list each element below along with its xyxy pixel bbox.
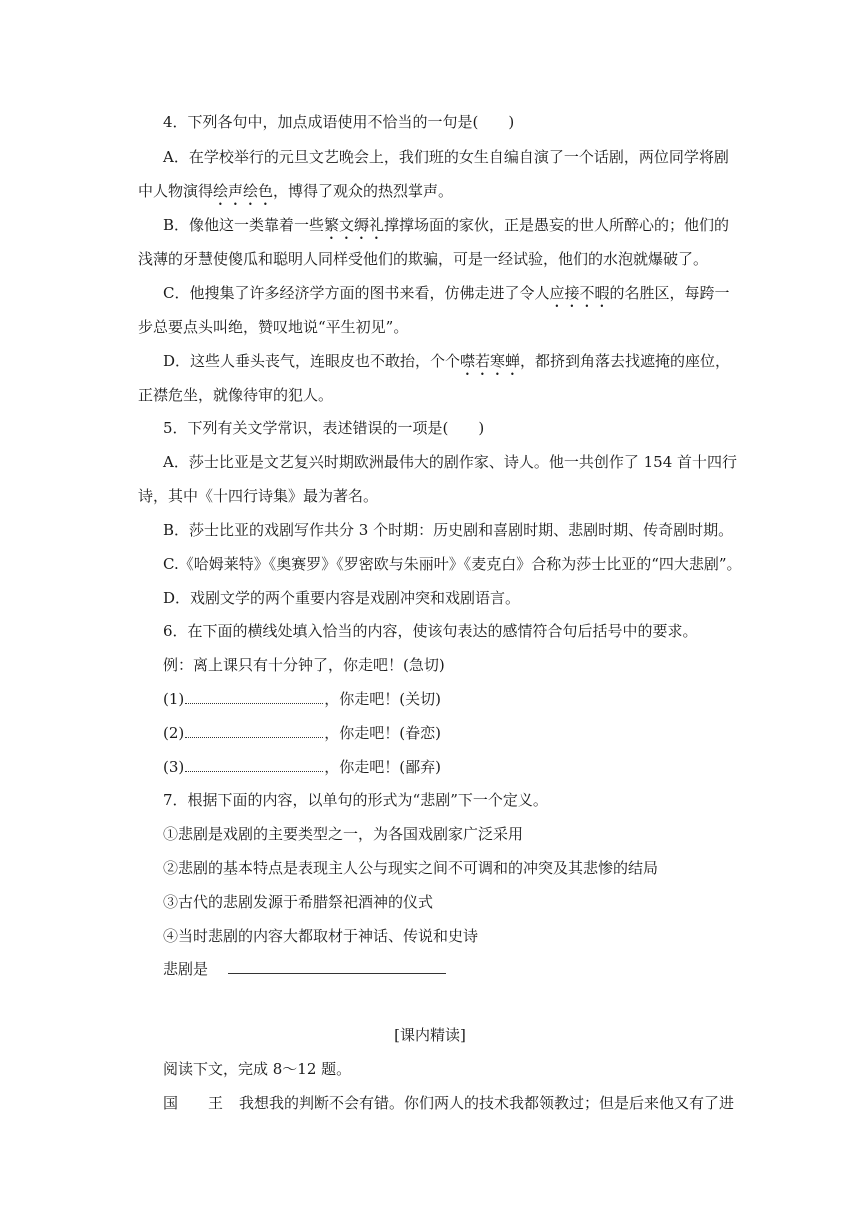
q7-point-2: ②悲剧的基本特点是表现主人公与现实之间不可调和的冲突及其悲惨的结局	[163, 859, 659, 877]
speaker-name: 国 王	[163, 1094, 224, 1112]
q5-option-b: B．莎士比亚的戏剧写作共分 3 个时期：历史剧和喜剧时期、悲剧时期、传奇剧时期。	[163, 521, 734, 539]
speech-text: 我想我的判断不会有错。你们两人的技术我都领教过；但是后来他又有了进	[239, 1094, 735, 1112]
q4-option-b-cont: 浅薄的牙慧使傻瓜和聪明人同样受他们的欺骗，可是一经试验，他们的水泡就爆破了。	[138, 250, 709, 268]
q4-stem: 4．下列各句中，加点成语使用不恰当的一句是( )	[163, 113, 515, 131]
q5-option-c: C.《哈姆莱特》《奥赛罗》《罗密欧与朱丽叶》《麦克白》合称为莎士比亚的“四大悲剧”。	[163, 555, 742, 573]
q4-option-d: D．这些人垂头丧气，连眼皮也不敢抬，个个噤若寒蝉，都挤到角落去找遮掩的座位，	[163, 352, 731, 370]
q6-item-2: (2) ，你走吧！(眷恋)	[163, 724, 441, 742]
q6-example: 例：离上课只有十分钟了，你走吧！(急切)	[163, 656, 445, 674]
q4-option-a: A．在学校举行的元旦文艺晚会上，我们班的女生自编自演了一个话剧，两位同学将剧	[163, 148, 729, 166]
answer-blank-3[interactable]	[185, 757, 323, 772]
script-line-king	[163, 1093, 734, 1113]
definition-answer-blank[interactable]	[228, 959, 446, 974]
reading-instruction: 阅读下文，完成 8～12 题。	[163, 1060, 352, 1078]
q4-option-d-cont: 正襟危坐，就像待审的犯人。	[138, 386, 334, 404]
dotted-idiom-a: 绘声绘色	[213, 182, 274, 200]
answer-blank-2[interactable]	[185, 723, 323, 738]
dotted-idiom-d: 噤若寒蝉	[460, 352, 521, 370]
q5-option-a-cont: 诗，其中《十四行诗集》最为著名。	[138, 487, 379, 505]
dotted-idiom-c: 应接不暇	[549, 284, 610, 302]
q6-stem: 6．在下面的横线处填入恰当的内容，使该句表达的感情符合句后括号中的要求。	[163, 622, 698, 640]
q6-item-3: (3) ，你走吧！(鄙弃)	[163, 758, 441, 776]
q4-option-c: C．他搜集了许多经济学方面的图书来看，仿佛走进了令人应接不暇的名胜区，每跨一	[163, 284, 730, 302]
q5-option-d: D．戏剧文学的两个重要内容是戏剧冲突和戏剧语言。	[163, 589, 521, 607]
q7-point-3: ③古代的悲剧发源于希腊祭祀酒神的仪式	[163, 893, 434, 911]
q6-item-1: (1) ，你走吧！(关切)	[163, 690, 441, 708]
q7-point-1: ①悲剧是戏剧的主要类型之一，为各国戏剧家广泛采用	[163, 825, 524, 843]
q4-option-c-cont: 步总要点头叫绝，赞叹地说“平生初见”。	[138, 318, 409, 336]
q7-stem: 7．根据下面的内容，以单句的形式为“悲剧”下一个定义。	[163, 791, 548, 809]
q5-option-a: A．莎士比亚是文艺复兴时期欧洲最伟大的剧作家、诗人。他一共创作了 154 首十四行	[163, 453, 738, 471]
q7-answer-line: 悲剧是	[163, 959, 446, 979]
q4-option-b: B．像他这一类靠着一些繁文缛礼撑撑场面的家伙，正是愚妄的世人所醉心的；他们的	[163, 216, 730, 234]
q4-option-a-cont: 中人物演得绘声绘色，博得了观众的热烈掌声。	[138, 182, 454, 200]
section-heading: [课内精读]	[394, 1026, 466, 1044]
q5-stem: 5．下列有关文学常识，表述错误的一项是( )	[163, 419, 485, 437]
q7-point-4: ④当时悲剧的内容大都取材于神话、传说和史诗	[163, 927, 479, 945]
answer-blank-1[interactable]	[185, 689, 323, 704]
dotted-idiom-b: 繁文缛礼	[324, 216, 385, 234]
